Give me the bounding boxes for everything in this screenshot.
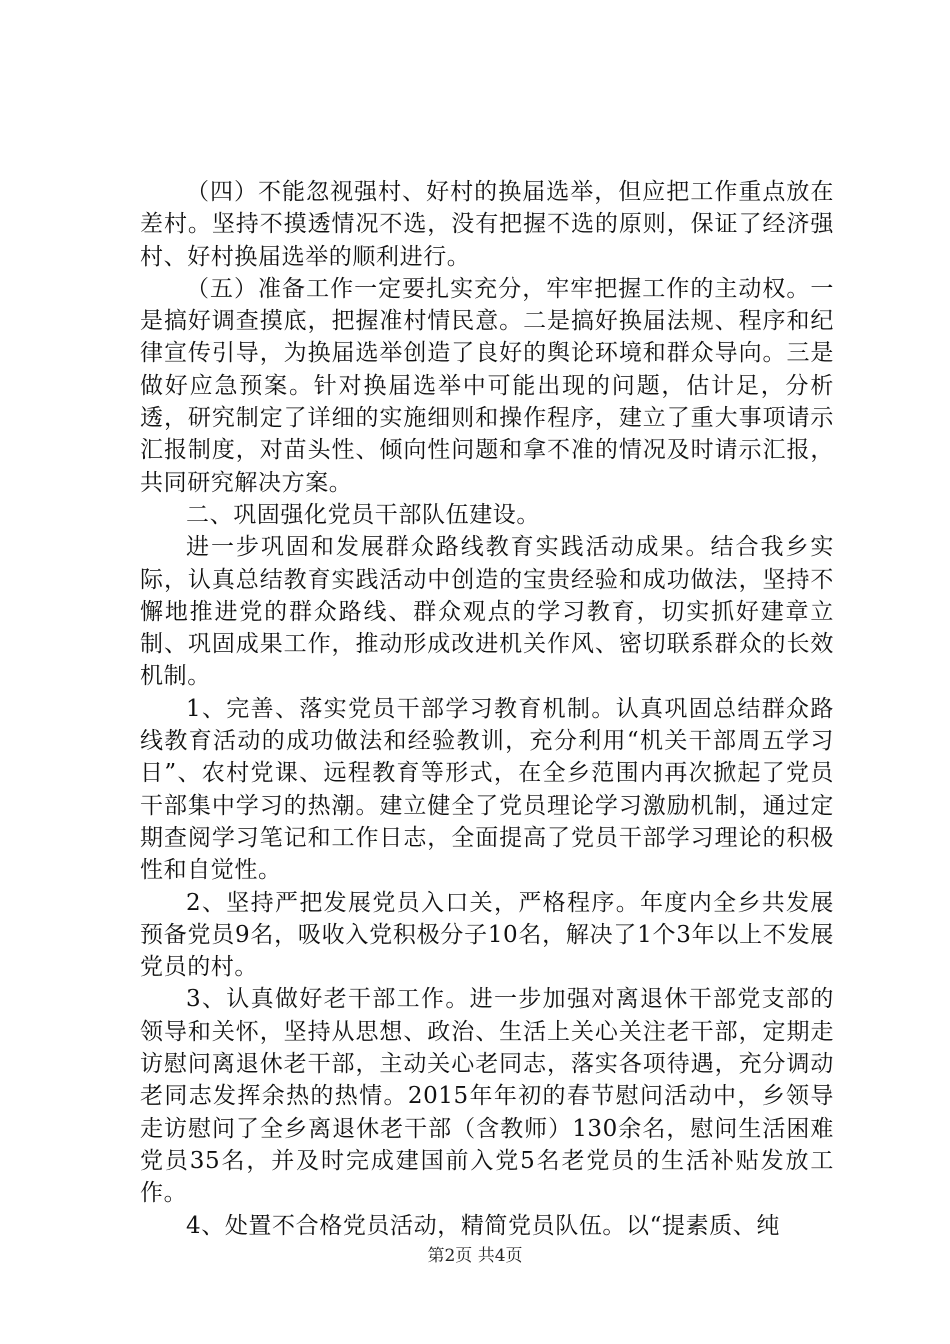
page-footer: 第2页 共4页 <box>427 1246 523 1266</box>
paragraph-item-3: 3、认真做好老干部工作。进一步加强对离退休干部党支部的领导和关怀，坚持从思想、政治、生活上关心关注老干部，定期走访慰问离退休老干部，主动关心老同志，落实各项待遇，充分调动老同志发挥余热的热情。2015年年初的春节慰问活动中，乡领导走访慰问了全乡离退休老干部（含教师）130余名，慰问生活困难党员35名，并及时完成建国前入党5名老党员的生活补贴发放工作。 <box>140 986 834 1207</box>
paragraph-section-four: （四）不能忽视强村、好村的换届选举，但应把工作重点放在差村。坚持不摸透情况不选，没有把握不选的原则，保证了经济强村、好村换届选举的顺利进行。 <box>140 179 834 270</box>
paragraph-mass-line-education: 进一步巩固和发展群众路线教育实践活动成果。结合我乡实际，认真总结教育实践活动中创造的宝贵经验和成功做法，坚持不懈地推进党的群众路线、群众观点的学习教育，切实抓好建章立制、巩固成果工作，推动形成改进机关作风、密切联系群众的长效机制。 <box>140 534 834 690</box>
section-heading-two: 二、巩固强化党员干部队伍建设。 <box>186 501 540 528</box>
paragraph-item-1: 1、完善、落实党员干部学习教育机制。认真巩固总结群众路线教育活动的成功做法和经验教训，充分利用“机关干部周五学习日”、农村党课、远程教育等形式，在全乡范围内再次掀起了党员干部集中学习的热潮。建立健全了党员理论学习激励机制，通过定期查阅学习笔记和工作日志，全面提高了党员干部学习理论的积极性和自觉性。 <box>140 695 834 884</box>
paragraph-item-2: 2、坚持严把发展党员入口关，严格程序。年度内全乡共发展预备党员9名，吸收入党积极分子10名，解决了1个3年以上不发展党员的村。 <box>140 889 834 981</box>
paragraph-section-five: （五）准备工作一定要扎实充分，牢牢把握工作的主动权。一是搞好调查摸底，把握准村情民意。二是搞好换届法规、程序和纪律宣传引导，为换届选举创造了良好的舆论环境和群众导向。三是做好应急预案。针对换届选举中可能出现的问题，估计足，分析透，研究制定了详细的实施细则和操作程序，建立了重大事项请示汇报制度，对苗头性、倾向性问题和拿不准的情况及时请示汇报，共同研究解决方案。 <box>140 275 834 496</box>
document-body <box>140 176 834 1242</box>
paragraph-item-4: 4、处置不合格党员活动，精简党员队伍。以“提素质、纯 <box>186 1212 780 1239</box>
